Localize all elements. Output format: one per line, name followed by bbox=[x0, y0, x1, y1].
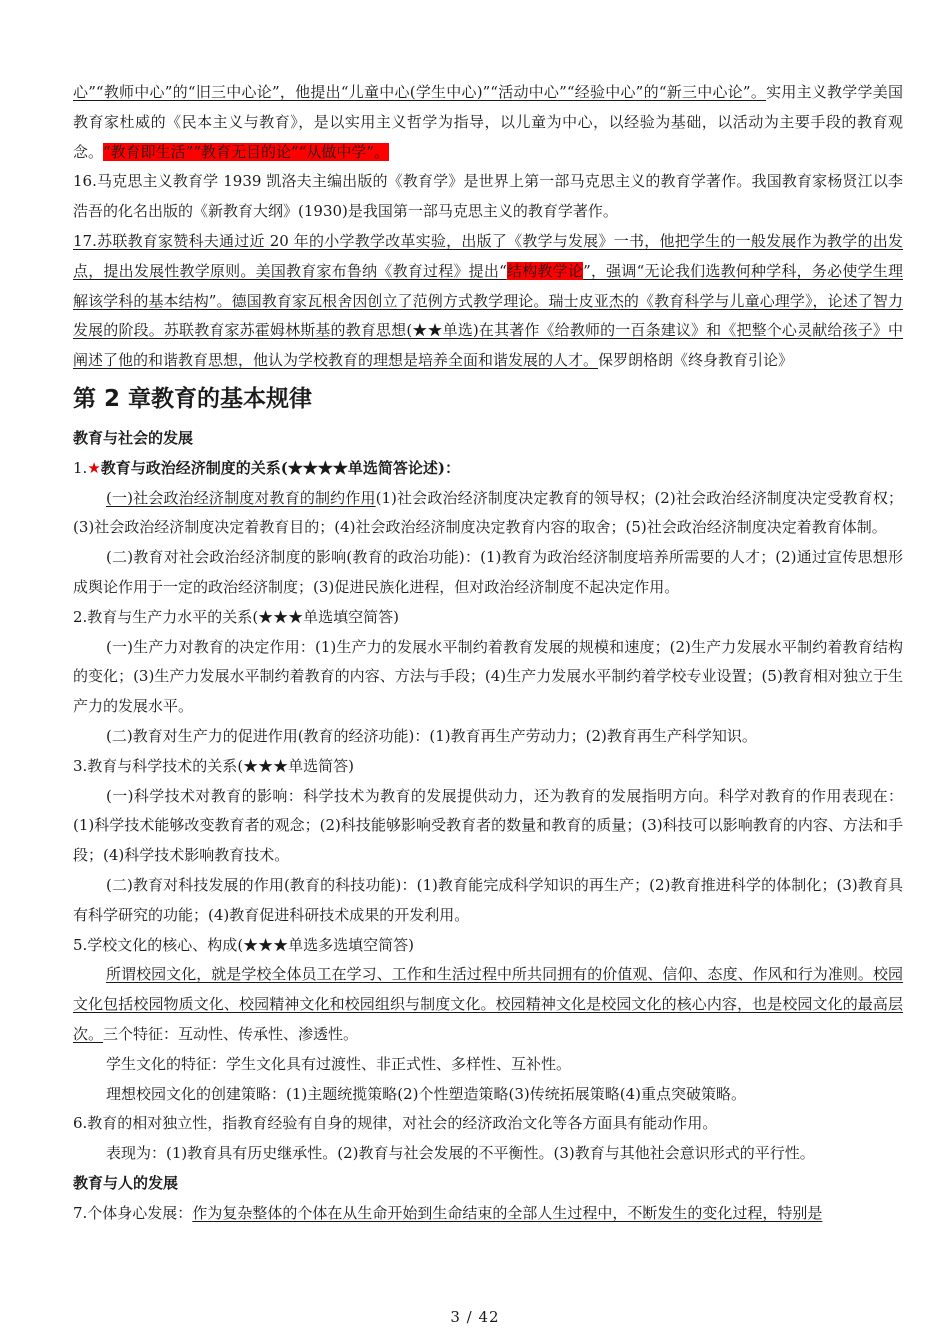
q5-paragraph-2: 学生文化的特征：学生文化具有过渡性、非正式性、多样性、互补性。 bbox=[106, 1054, 572, 1073]
section-heading-person: 教育与人的发展 bbox=[73, 1173, 179, 1192]
q1-p1-text: (1)社会政治经济制度决定教育的领导权；(2)社会政治经济制度决定受教育权；(3)社会政治经济制度决定着教育目的；(4)社会政治经济制度决定教育内容的取舍；(5)社会政治经济制度决定着教育体制。 bbox=[73, 488, 903, 537]
q7-paragraph bbox=[73, 1199, 903, 1229]
q7-underlined: 作为复杂整体的个体在从生命开始到生命结束的全部人生过程中，不断发生的变化过程，特别是 bbox=[192, 1203, 823, 1222]
q5-paragraph-3: 理想校园文化的创建策略：(1)主题统揽策略(2)个性塑造策略(3)传统拓展策略(4)重点突破策略。 bbox=[106, 1084, 746, 1103]
page-number: 3 / 42 bbox=[450, 1308, 500, 1326]
paragraph-16: 16.马克思主义教育学 1939 凯洛夫主编出版的《教育学》是世界上第一部马克思主义的教育学著作。我国教育家杨贤江以李浩吾的化名出版的《新教育大纲》(1930)是我国第一部马克思主义的教育学著作。 bbox=[73, 172, 903, 221]
p17-part-b: ”，强调“无论我们选教何种学科，务必使学生理解该学科的基本结构”。德国教育家瓦根舍因创立了范例方式教学理论。瑞士皮亚杰的《教育科学与儿童心理学》，论述了智力发展的阶段。苏联教育家苏霍姆林斯基的教育思想(★★单选)在其著作《给教师的一百条建议》和《把整个心灵献给孩子》中阐述了他的和谐教育思想，他认为学校教育的理想是培养全面和谐发展的人才。 bbox=[73, 261, 903, 370]
p17-part-a: 17.苏联教育家赞科夫通过近 20 年的小学教学改革实验，出版了《教学与发展》一书，他把学生的一般发展作为教学的出发点，提出发展性教学原则。美国教育家布鲁纳《教育过程》提出“ bbox=[73, 231, 903, 280]
paragraph-17 bbox=[73, 227, 903, 376]
q1-paragraph-1 bbox=[73, 484, 903, 544]
paragraph-intro bbox=[73, 78, 903, 167]
red-star-icon: ★ bbox=[87, 458, 101, 477]
q3-heading: 3.教育与科学技术的关系(★★★单选简答) bbox=[73, 756, 355, 775]
q1-p1-underlined: (一)社会政治经济制度对教育的制约作用 bbox=[106, 488, 376, 507]
q5-p1-underlined: 所谓校园文化，就是学校全体员工在学习、工作和生活过程中所共同拥有的价值观、信仰、态度、作风和行为准则。校园文化包括校园物质文化、校园精神文化和校园组织与制度文化。校园精神文化是校园文化的核心内容，也是校园文化的最高层次。 bbox=[73, 965, 903, 1043]
q6-heading: 6.教育的相对独立性，指教育经验有自身的规律，对社会的经济政治文化等各方面具有能动作用。 bbox=[73, 1114, 718, 1133]
intro-highlight: “教育即生活”“教育无目的论”“从做中学”。 bbox=[103, 142, 390, 161]
q7-lead: 7.个体身心发展： bbox=[73, 1203, 193, 1222]
section-heading-society: 教育与社会的发展 bbox=[73, 428, 194, 447]
q1-paragraph-2: (二)教育对社会政治经济制度的影响(教育的政治功能)：(1)教育为政治经济制度培养所需要的人才；(2)通过宣传思想形成舆论作用于一定的政治经济制度；(3)促进民族化进程，但对政治经济制度不起决定作用。 bbox=[73, 548, 903, 596]
q3-paragraph-2: (二)教育对科技发展的作用(教育的科技功能)：(1)教育能完成科学知识的再生产；(2)教育推进科学的体制化；(3)教育具有科学研究的功能；(4)教育促进科研技术成果的开发利用。 bbox=[73, 875, 903, 924]
q1-number: 1. bbox=[73, 458, 88, 477]
q2-heading: 2.教育与生产力水平的关系(★★★单选填空简答) bbox=[73, 607, 400, 626]
q2-paragraph-2: (二)教育对生产力的促进作用(教育的经济功能)：(1)教育再生产劳动力；(2)教育再生产科学知识。 bbox=[106, 726, 757, 745]
q2-paragraph-1: (一)生产力对教育的决定作用：(1)生产力的发展水平制约着教育发展的规模和速度；(2)生产力发展水平制约着教育结构的变化；(3)生产力发展水平制约着教育的内容、方法与手段；(4)生产力发展水平制约着学校专业设置；(5)教育相对独立于生产力的发展水平。 bbox=[73, 637, 903, 716]
intro-sentence-2: 实用主义教学学美国教育家杜威的《民本主义与教育》，是以实用主义哲学为指导，以儿童为中心，以经验为基础，以活动为主要手段的教育观念。 bbox=[73, 83, 903, 161]
q1-heading bbox=[73, 454, 903, 484]
q5-paragraph-1 bbox=[73, 960, 903, 1049]
q6-paragraph-1: 表现为：(1)教育具有历史继承性。(2)教育与社会发展的不平衡性。(3)教育与其他社会意识形式的平行性。 bbox=[106, 1144, 815, 1163]
chapter-title: 第 2 章教育的基本规律 bbox=[73, 385, 313, 412]
document-page bbox=[73, 78, 903, 1228]
q3-paragraph-1: (一)科学技术对教育的影响：科学技术为教育的发展提供动力，还为教育的发展指明方向。科学对教育的作用表现在：(1)科学技术能够改变教育者的观念；(2)科技能够影响受教育者的数量和教育的质量；(3)科技可以影响教育的内容、方法和手段；(4)科学技术影响教育技术。 bbox=[73, 786, 903, 865]
intro-sentence-1: 心”“教师中心”的“旧三中心论”，他提出“儿童中心(学生中心)”“活动中心”“经验中心”的“新三中心论”。 bbox=[73, 83, 767, 101]
p17-part-c: 保罗朗格朗《终身教育引论》 bbox=[598, 351, 794, 370]
q1-title: 教育与政治经济制度的关系(★★★★单选简答论述)： bbox=[100, 458, 460, 477]
p17-highlight: 结构教学论 bbox=[506, 261, 584, 280]
q5-p1-text: 三个特征：互动性、传承性、渗透性。 bbox=[103, 1024, 359, 1043]
q5-heading: 5.学校文化的核心、构成(★★★单选多选填空简答) bbox=[73, 935, 415, 954]
